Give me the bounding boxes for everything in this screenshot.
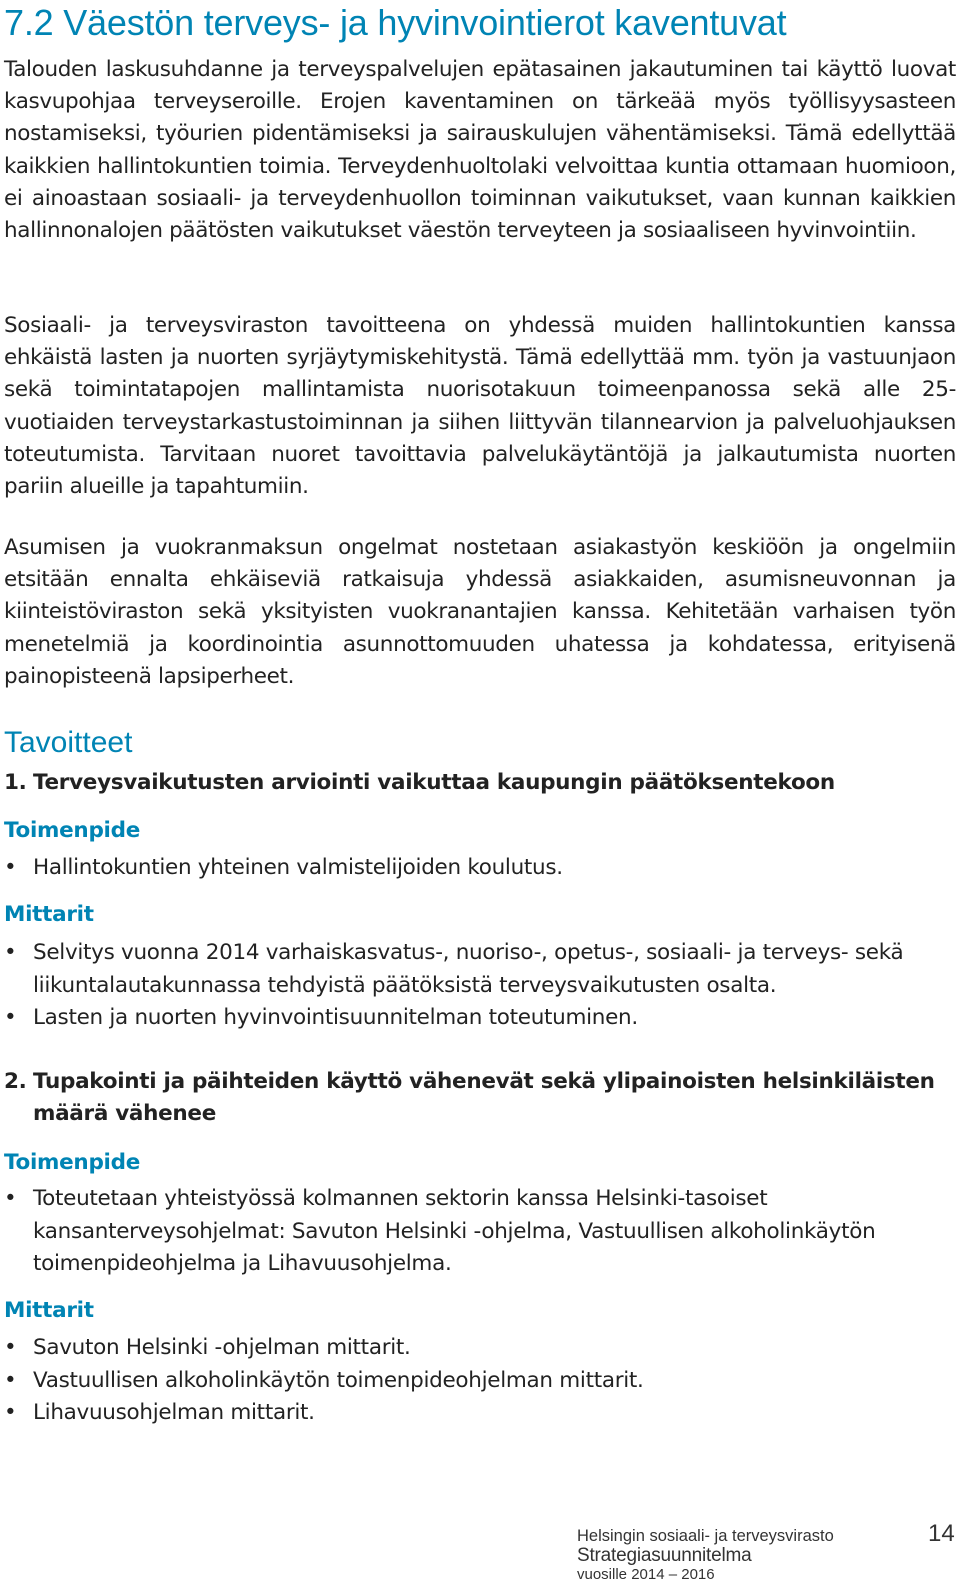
goal-2-metrics-list <box>4 1332 956 1430</box>
list-item-text: Savuton Helsinki -ohjelman mittarit. <box>33 1335 411 1360</box>
list-item-text: Selvitys vuonna 2014 varhaiskasvatus-, nuoriso-, opetus-, sosiaali- ja terveys- sekä liikuntalautakunnassa tehdyistä päätöksistä terveysvaikutusten osalta. <box>33 940 904 998</box>
goal-number: 1. <box>4 770 27 795</box>
footer-organization: Helsingin sosiaali- ja terveysvirasto <box>577 1527 834 1545</box>
page-number: 14 <box>928 1520 955 1547</box>
footer-period: vuosille 2014 – 2016 <box>577 1566 715 1583</box>
list-item <box>4 852 956 885</box>
list-item <box>4 1365 956 1398</box>
paragraph-housing: Asumisen ja vuokranmaksun ongelmat nostetaan asiakastyön keskiöön ja ongelmiin etsitään ennalta ehkäiseviä ratkaisuja yhdessä asiakkaiden, asumisneuvonnan ja kiinteistöviraston sekä yksityisten vuokranantajien kanssa. Kehitetään varhaisen työn menetelmiä ja koordinointia asunnottomuuden uhatessa ja kohdatessa, erityisenä painopisteenä lapsiperheet. <box>4 535 956 689</box>
list-item-text: Hallintokuntien yhteinen valmistelijoiden koulutus. <box>33 855 563 880</box>
footer-document-title: Strategiasuunnitelma <box>577 1545 752 1566</box>
goal-2-actions-label: Toimenpide <box>4 1150 140 1175</box>
section-title: 7.2 Väestön terveys- ja hyvinvointierot kaventuvat <box>4 2 787 43</box>
goal-1-actions-list <box>4 852 956 885</box>
goal-text: Terveysvaikutusten arviointi vaikuttaa kaupungin päätöksentekoon <box>33 770 835 795</box>
list-item <box>4 1332 956 1365</box>
list-item-text: Vastuullisen alkoholinkäytön toimenpideohjelman mittarit. <box>33 1367 644 1393</box>
goal-1-title <box>4 767 956 799</box>
bullet-icon: • <box>4 1335 17 1360</box>
list-item <box>4 1002 956 1035</box>
bullet-icon: • <box>4 1186 17 1211</box>
list-item-text: Lasten ja nuorten hyvinvointisuunnitelman toteutuminen. <box>33 1005 638 1030</box>
bullet-icon: • <box>4 1400 17 1425</box>
bullet-icon: • <box>4 940 17 965</box>
goal-2-title <box>4 1066 956 1130</box>
bullet-icon: • <box>4 855 17 880</box>
list-item <box>4 1183 956 1281</box>
bullet-icon: • <box>4 1005 17 1030</box>
goal-number: 2. <box>4 1069 27 1094</box>
goal-1-metrics-label: Mittarit <box>4 902 94 927</box>
goals-heading: Tavoitteet <box>4 726 133 759</box>
goal-2-actions-list <box>4 1183 956 1281</box>
goal-1-metrics-list <box>4 937 956 1035</box>
paragraph-intro: Talouden laskusuhdanne ja terveyspalvelujen epätasainen jakautuminen tai käyttö luovat kasvupohjaa terveyseroille. Erojen kaventaminen on tärkeää myös työllisyysasteen nostamiseksi, työurien pidentämiseksi ja sairauskulujen vähentämiseksi. Tämä edellyttää kaikkien hallintokuntien toimia. Terveydenhuoltolaki velvoittaa kuntia ottamaan huomioon, ei ainoastaan sosiaali- ja terveydenhuollon toiminnan vaikutukset, vaan kunnan kaikkien hallinnonalojen päätösten vaikutukset väestön terveyteen ja sosiaaliseen hyvinvointiin. <box>4 57 956 244</box>
goal-1-actions-label: Toimenpide <box>4 818 140 843</box>
list-item-text: Toteutetaan yhteistyössä kolmannen sektorin kanssa Helsinki-tasoiset kansanterveysohjelmat: Savuton Helsinki -ohjelma, Vastuullisen alkoholinkäytön toimenpideohjelma ja Lihavuusohjelma. <box>33 1186 876 1276</box>
bullet-icon: • <box>4 1367 17 1393</box>
goal-text: Tupakointi ja päihteiden käyttö vähenevät sekä ylipainoisten helsinkiläisten määrä vähenee <box>33 1069 935 1127</box>
list-item <box>4 1397 956 1430</box>
list-item <box>4 937 956 1002</box>
paragraph-youth: Sosiaali- ja terveysviraston tavoitteena on yhdessä muiden hallintokuntien kanssa ehkäistä lasten ja nuorten syrjäytymiskehitystä. Tämä edellyttää mm. työn ja vastuunjaon sekä toimintatapojen mallintamista nuorisotakuun toimeenpanossa sekä alle 25-vuotiaiden terveystarkastustoiminnan ja siihen liittyvän tilannearvion ja palveluohjauksen toteutumista. Tarvitaan nuoret tavoittavia palvelukäytäntöjä ja jalkautumista nuorten pariin alueille ja tapahtumiin. <box>4 313 956 500</box>
list-item-text: Lihavuusohjelman mittarit. <box>33 1400 315 1425</box>
goal-2-metrics-label: Mittarit <box>4 1298 94 1323</box>
